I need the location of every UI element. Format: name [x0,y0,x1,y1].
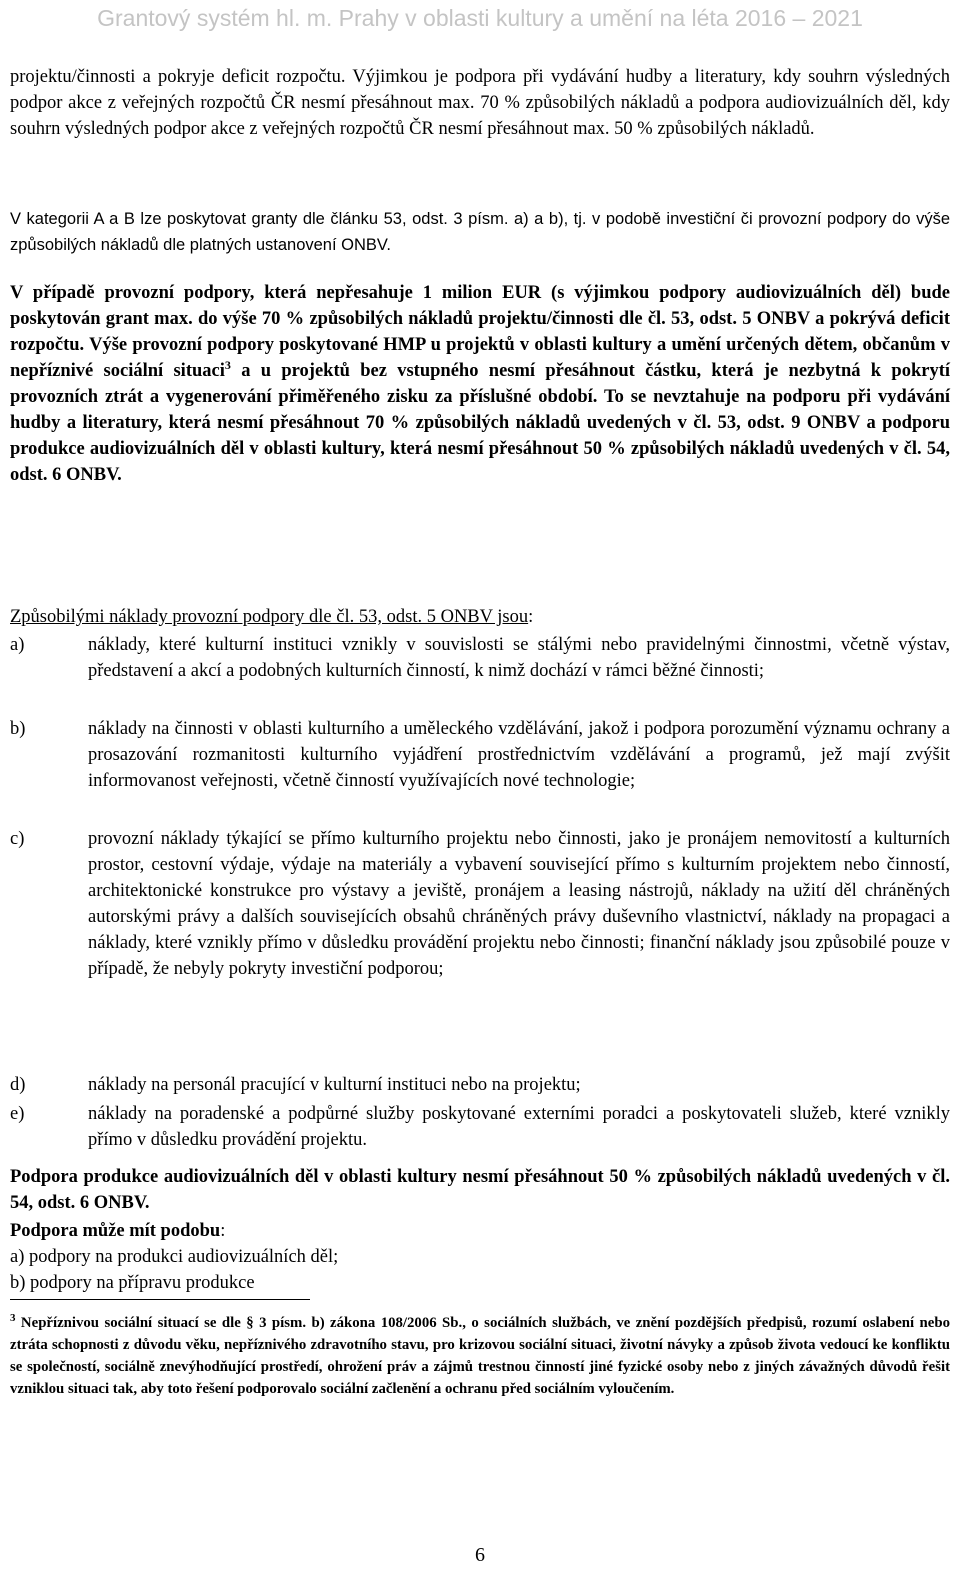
operating-aid-text-part2: a u projektů bez vstupného nesmí přesáhnout částku, která je nezbytná k pokrytí provozních ztrát a vygenerování přiměřeného zisku za příslušné období. To se nevztahuje na podporu při vydávání hudby a literatury, která nesmí přesáhnout 70 % způsobilých nákladů uvedených v čl. 53, odst. 9 ONBV a podporu produkce audiovizuálních děl v oblasti kultury, která nesmí přesáhnout 50 % způsobilých nákladů uvedených v čl. 54, odst. 6 ONBV. [10,361,951,485]
list-text: náklady na poradenské a podpůrné služby poskytované externími poradci a poskytovateli služeb, které vznikly přímo v důsledku provádění projektu. [88,1104,950,1150]
list-text: provozní náklady týkající se přímo kulturního projektu nebo činnosti, jako je pronájem nemovitostí a kulturních prostor, cestovní výdaje, výdaje na materiály a vybavení související přímo s kulturním projektem nebo činností, architektonické konstrukce pro výstavy a jeviště, pronájem a leasing nástrojů, náklady na užití děl chráněných autorskými právy a dalších souvisejících obsahů chráněných právy duševního vlastnictví, náklady na propagaci a náklady, které vznikly přímo v důsledku provádění projektu nebo činnosti; finanční náklady jsou způsobilé pouze v případě, že nebyly pokryty investiční podporou; [88,829,950,979]
list-letter: d) [10,1075,26,1095]
aid-form-option-b: b) podpory na přípravu produkce [10,1273,255,1293]
eligible-costs-heading-text: Způsobilými náklady provozní podpory dle čl. 53, odst. 5 ONBV jsou [10,607,529,627]
list-letter: b) [10,719,26,739]
list-letter: c) [10,829,25,849]
page-number: 6 [475,1544,485,1566]
aid-form-label-text: Podpora může mít podobu [10,1221,221,1241]
list-text: náklady na personál pracující v kulturní instituci nebo na projektu; [88,1075,581,1095]
footnote-separator [10,1299,310,1300]
aid-form-label-colon: : [220,1221,226,1241]
list-letter: a) [10,635,25,655]
paragraph-category-ab: V kategorii A a B lze poskytovat granty dle článku 53, odst. 3 písm. a) a b), tj. v podobě investiční či provozní podpory do výše způsobilých nákladů dle platných ustanovení ONBV. [10,210,950,254]
footnote-mark: 3 [10,1312,16,1325]
list-text: náklady, které kulturní instituci vznikly v souvislosti se stálými nebo pravidelnými činnostmi, včetně výstav, představení a akcí a podobných kulturních činností, k nimž dochází v rámci běžné činnosti; [88,635,950,681]
aid-form-label [10,1218,950,1244]
operating-aid-text-part1: V případě provozní podpory, která nepřesahuje 1 milion EUR (s výjimkou podpory audiovizuálních děl) bude poskytován grant max. do výše 70 % způsobilých nákladů projektu/činnosti dle čl. 53, odst. 5 ONBV a pokrývá deficit rozpočtu. Výše provozní podpory poskytované HMP u projektů v oblasti kultury a umění určených dětem, občanům v nepříznivé sociální situaci [10,283,950,381]
page-header: Grantový systém hl. m. Prahy v oblasti kultury a umění na léta 2016 – 2021 [97,5,863,31]
eligible-costs-heading [10,604,950,630]
eligible-costs-heading-colon: : [528,607,534,627]
footnote [10,1312,950,1400]
footnote-reference: 3 [224,357,231,372]
paragraph-audiovisual-limit: Podpora produkce audiovizuálních děl v oblasti kultury nesmí přesáhnout 50 % způsobilých nákladů uvedených v čl. 54, odst. 6 ONBV. [10,1167,950,1213]
paragraph-operating-aid [10,280,950,488]
list-letter: e) [10,1104,25,1124]
list-text: náklady na činnosti v oblasti kulturního a uměleckého vzdělávání, jakož i podpora porozumění významu ochrany a prosazování rozmanitosti kulturního vyjádření prostřednictvím vzdělávání a programů, jež mají zvýšit informovanost veřejnosti, včetně činností využívajících nové technologie; [88,719,950,791]
paragraph-deficit: projektu/činnosti a pokryje deficit rozpočtu. Výjimkou je podpora při vydávání hudby a literatury, kdy souhrn výsledných podpor akce z veřejných rozpočtů ČR nesmí přesáhnout max. 70 % způsobilých nákladů a podpora audiovizuálních děl, kdy souhrn výsledných podpor akce z veřejných rozpočtů ČR nesmí přesáhnout max. 50 % způsobilých nákladů. [10,67,950,139]
footnote-text: Nepříznivou sociální situací se dle § 3 písm. b) zákona 108/2006 Sb., o sociálních službách, ve znění pozdějších předpisů, rozumí oslabení nebo ztráta schopnosti z důvodu věku, nepříznivého zdravotního stavu, pro krizovou sociální situaci, životní návyky a způsob života vedoucí ke konfliktu se společností, sociálně znevýhodňující prostředí, ohrožení práv a zájmů trestnou činností jiné fyzické osoby nebo z jiných závažných důvodů řešit vzniklou situaci tak, aby toto řešení podporovalo sociální začlenění a ochranu před sociálním vyloučením. [10,1315,950,1397]
aid-form-option-a: a) podpory na produkci audiovizuálních děl; [10,1247,339,1267]
